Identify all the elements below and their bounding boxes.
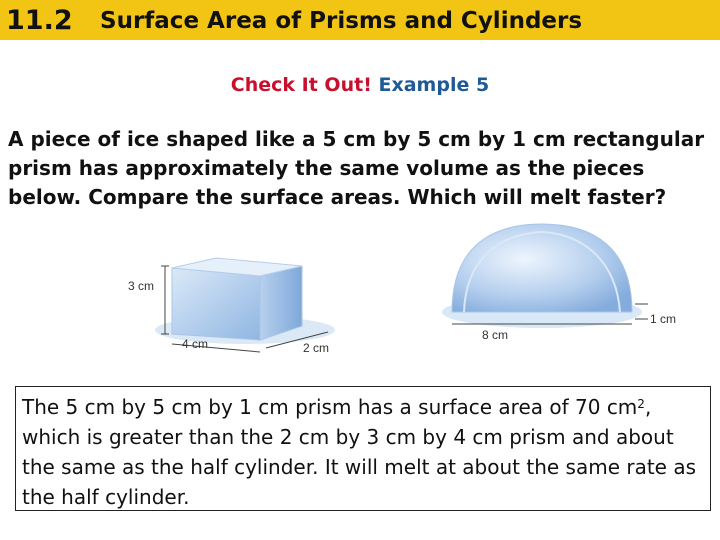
answer-text-part1: The 5 cm by 5 cm by 1 cm prism has a surface area of 70 cm — [22, 395, 638, 419]
half-cylinder-diameter-label: 8 cm — [482, 328, 509, 342]
answer-box — [15, 386, 711, 511]
section-title: Surface Area of Prisms and Cylinders — [100, 8, 583, 34]
prism-length-label: 4 cm — [182, 337, 209, 351]
half-cylinder-height-label: 1 cm — [650, 312, 677, 326]
half-cylinder-body — [452, 224, 632, 312]
problem-text: A piece of ice shaped like a 5 cm by 5 cm by 1 cm rectangular prism has approximately the same volume as the pieces below. Compare the surface areas. Which will melt faster? — [8, 127, 705, 209]
prism-front-face — [172, 268, 260, 340]
prism-height-label: 3 cm — [128, 279, 155, 293]
section-number: 11.2 — [6, 5, 73, 36]
answer-text-part2: , which is greater than the 2 cm by 3 cm by 4 cm prism and about the same as the half cylinder. It will melt at about the same rate as the half cylinder. — [22, 395, 697, 509]
example-heading — [0, 74, 720, 96]
example-label: Example 5 — [378, 74, 490, 96]
title-bar — [0, 0, 720, 40]
ice-prism-figure — [120, 248, 350, 360]
answer-exponent: 2 — [637, 397, 645, 411]
check-it-out-label: Check It Out! — [230, 74, 372, 96]
prism-width-label: 2 cm — [303, 341, 330, 355]
ice-half-cylinder-figure — [430, 218, 690, 346]
